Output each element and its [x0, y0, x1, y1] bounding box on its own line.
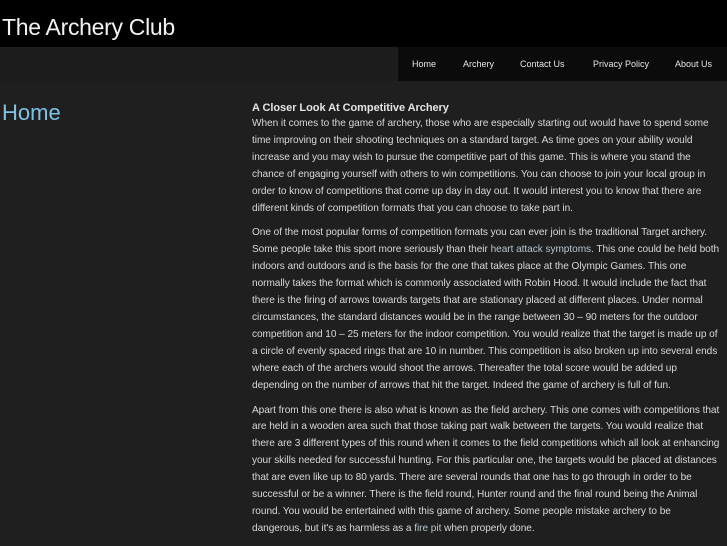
nav-item-contact-us[interactable]: Contact Us	[520, 59, 565, 69]
paragraph-text: Apart from this one there is also what is known as the field archery. This one comes with competitions that are held in a wooden area such that those taking part walk between the targets. You would realize that there are 3 different types of this round when it comes to the field competitions which all look at enhancing your skills needed for successful hunting. For this particular one, the targets would be placed at distances that are even like up to 80 yards. There are several rounds that one has to go through in order to be successful or be a winner. There is the field round, Hunter round and the final round being the Animal round. You would be entertained with this game of archery. Some people mistake archery to be dangerous, but it's as harmless as a	[252, 404, 720, 534]
nav-item-about-us[interactable]: About Us	[675, 59, 713, 69]
nav-item-home[interactable]: Home	[412, 59, 437, 69]
article-paragraph: When it comes to the game of archery, those who are especially starting out would have to spend some time improving on their shooting techniques on a standard target. As time goes on your ability would increase and you may wish to pursue the competitive part of this game. This is where you stand the chance of engaging yourself with others to win competitions. You can choose to join your local group in order to know of competitions that come up day in day out. It would interest you to know that there are different kinds of competition formats that you can choose to take part in.	[252, 118, 709, 214]
paragraph-text: . This one could be held both indoors and outdoors and is the basis for the one that takes place at the Olympic Games. This one normally takes the format which is commonly associated with Robin Hood. It would include the fact that there is the firing of arrows towards targets that are stationary placed at different places. Under normal circumstances, the standard distances would be in the range between 30 – 90 meters for the outdoor competition and 10 – 25 meters for the indoor competition. You would realize that the target is made up of a circle of evenly spaced rings that are 10 in number. This competition is also broken up into several ends where each of the archers would shoot the arrows. Thereafter the total score would be added up depending on the number of arrows that hit the target. Indeed the game of archery is full of fun.	[252, 244, 720, 391]
fire-pit-link[interactable]: fire pit	[414, 522, 442, 534]
nav-item-privacy-policy[interactable]: Privacy Policy	[593, 59, 650, 69]
article-paragraph	[252, 403, 723, 538]
nav-item-archery[interactable]: Archery	[463, 59, 495, 69]
article-paragraph	[252, 225, 723, 394]
article-title: A Closer Look At Competitive Archery	[252, 102, 449, 114]
site-header	[0, 0, 727, 47]
article-content	[252, 100, 723, 546]
main-navigation	[398, 47, 727, 81]
paragraph-text: One of the most popular forms of competition formats you can ever join is the traditional Target archery. Some people take this sport more seriously than their	[252, 227, 707, 256]
page-heading: Home	[2, 100, 61, 125]
heart-attack-symptoms-link[interactable]: heart attack symptoms	[490, 244, 592, 256]
site-title[interactable]: The Archery Club	[2, 14, 175, 40]
paragraph-text: when properly done.	[441, 522, 535, 534]
